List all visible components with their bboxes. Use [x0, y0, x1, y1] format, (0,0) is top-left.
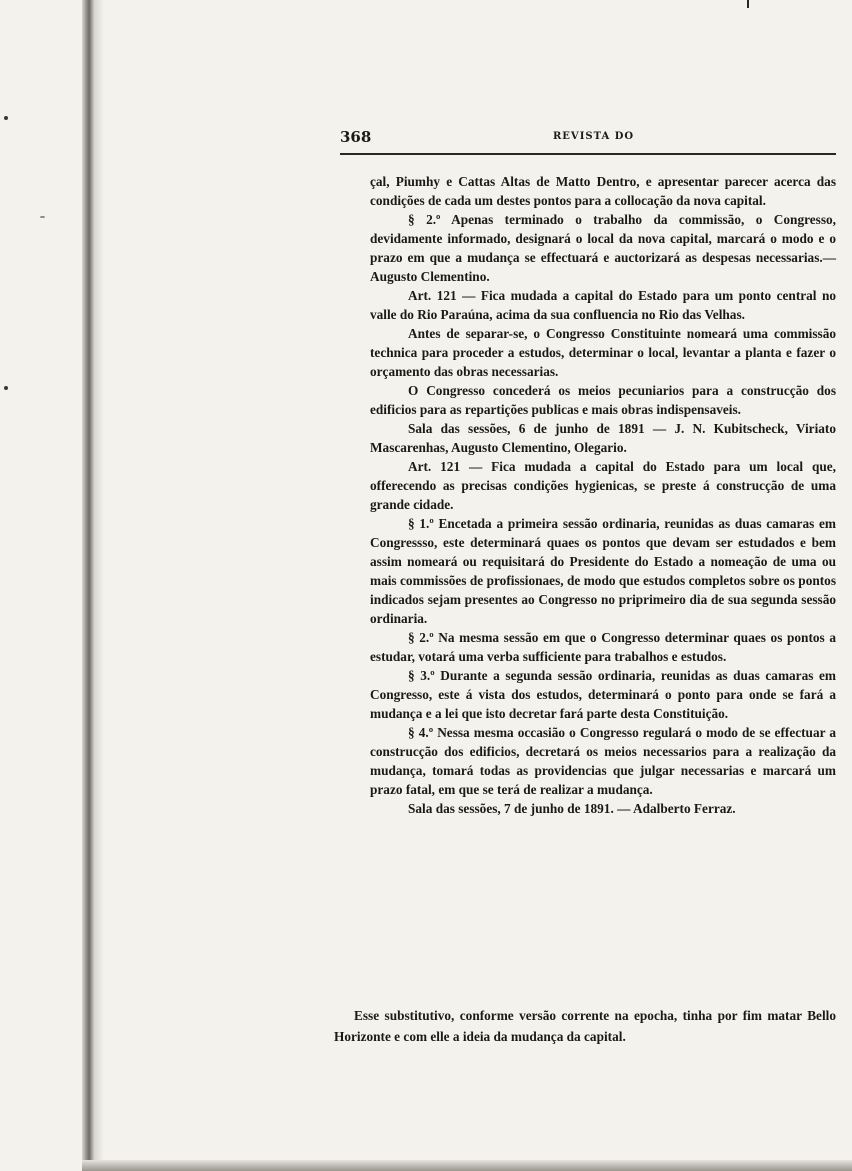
page-header: [340, 128, 836, 152]
paragraph: § 2.º Na mesma sessão em que o Congresso determinar quaes os pontos a estudar, votará uma verba sufficiente para trabalhos e estudos.: [370, 630, 836, 664]
paragraph: çal, Piumhy e Cattas Altas de Matto Dentro, e apresentar parecer acerca das condições de cada um destes pontos para a collocação da nova capital.: [370, 174, 836, 208]
paragraph: Art. 121 — Fica mudada a capital do Estado para um local que, offerecendo as precisas condições hygienicas, se preste á construcção de uma grande cidade.: [370, 459, 836, 512]
signature-line: Sala das sessões, 7 de junho de 1891. — Adalberto Ferraz.: [408, 801, 736, 816]
main-text-block: [370, 172, 836, 818]
paragraph: Sala das sessões, 6 de junho de 1891 — J. N. Kubitscheck, Viriato Mascarenhas, Augusto Clementino, Olegario.: [370, 421, 836, 455]
page-bottom-edge: [82, 1160, 852, 1171]
paragraph: Antes de separar-se, o Congresso Constituinte nomeará uma commissão technica para proceder a estudos, determinar o local, levantar a planta e fazer o orçamento das obras necessarias.: [370, 326, 836, 379]
paragraph: O Congresso concederá os meios pecuniarios para a construcção dos edificios para as repartições publicas e mais obras indispensaveis.: [370, 383, 836, 417]
page-number: 368: [340, 128, 372, 146]
paragraph: § 3.º Durante a segunda sessão ordinaria, reunidas as duas camaras em Congresso, este á vista dos estudos, determinará o ponto para onde se fará a mudança e a lei que isto decretar fará parte desta Constituição.: [370, 668, 836, 721]
scan-speck: [40, 216, 45, 218]
paragraph: § 1.º Encetada a primeira sessão ordinaria, reunidas as duas camaras em Congressso, este determinará quaes os pontos que devam ser estudados e bem assim nomeará ou requisitará do Presidente do Estado a nomeação de uma ou mais commissões de profissionaes, de modo que estudos completos sobre os pontos indicados sejam presentes ao Congresso no priprimeiro dia de sua segunda sessão ordinaria.: [370, 516, 836, 626]
scan-speck: [4, 386, 8, 390]
header-rule: [340, 153, 836, 155]
note-paragraph: Esse substitutivo, conforme versão corrente na epocha, tinha por fim matar Bello Horizonte e com elle a ideia da mudança da capital.: [334, 1008, 836, 1044]
scan-mark-top: [747, 0, 749, 8]
paragraph: Art. 121 — Fica mudada a capital do Estado para um ponto central no valle do Rio Paraúna, acima da sua confluencia no Rio das Velhas.: [370, 288, 836, 322]
running-head: REVISTA DO: [553, 131, 635, 142]
gutter-shadow: [94, 0, 104, 1171]
scan-speck: [4, 116, 8, 120]
closing-note: [334, 1005, 836, 1047]
paragraph: § 4.º Nessa mesma occasião o Congresso regulará o modo de se effectuar a construcção dos edificios, decretará os meios necessarios para a realização da mudança, tomará todas as providencias que julgar necessarias e marcará um prazo fatal, em que se terá de realizar a mudança.: [370, 725, 836, 797]
book-spine-shadow: [82, 0, 94, 1171]
paragraph: § 2.º Apenas terminado o trabalho da commissão, o Congresso, devidamente informado, designará o local da nova capital, marcará o modo e o prazo em que a mudança se effectuará e auctorizará as despesas necessarias.— Augusto Clementino.: [370, 212, 836, 284]
